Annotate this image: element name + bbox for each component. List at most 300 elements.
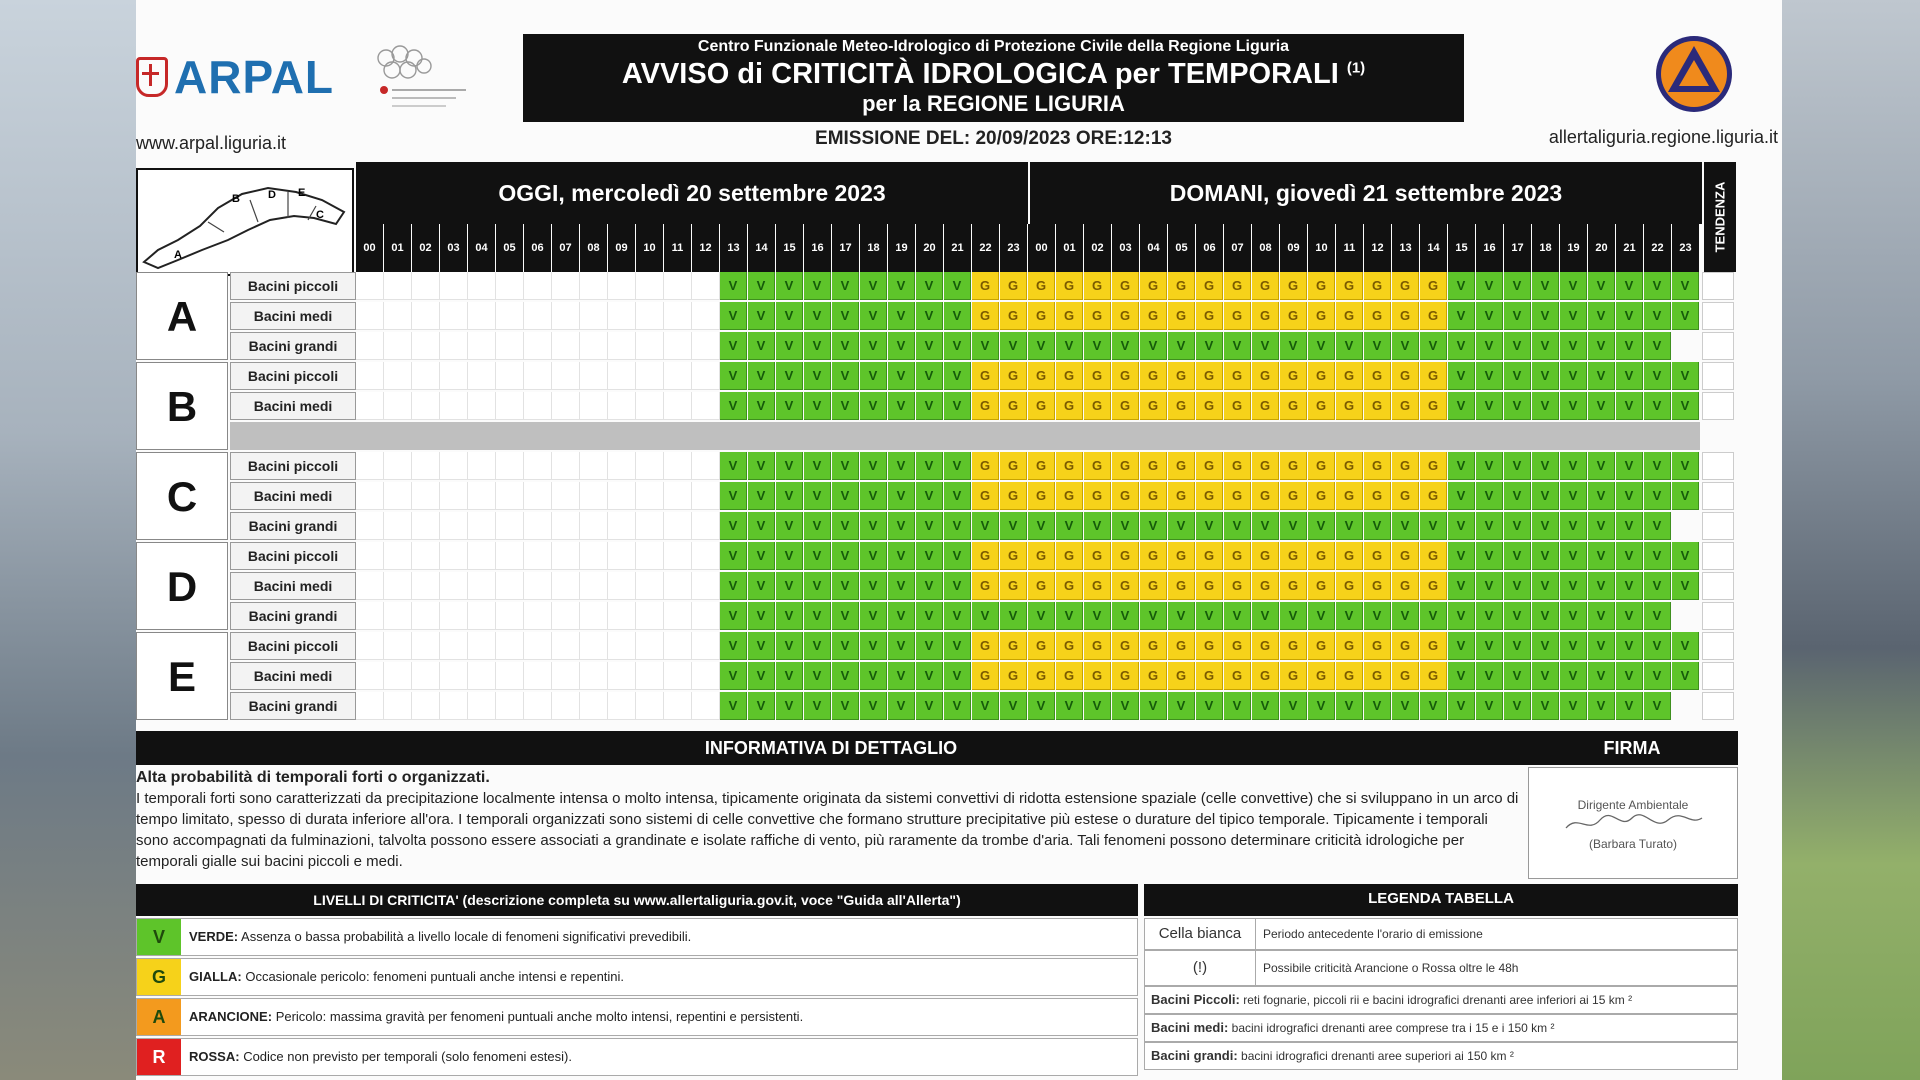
level-cell-gialla: G — [1196, 392, 1223, 420]
level-cell-verde: V — [1644, 572, 1671, 600]
level-cell-gialla: G — [1364, 542, 1391, 570]
day-header-tomorrow: DOMANI, giovedì 21 settembre 2023 — [1030, 162, 1702, 224]
level-cell-gialla: G — [1056, 482, 1083, 510]
trend-cell — [1702, 602, 1734, 630]
zone-letter: E — [136, 632, 228, 720]
hour-cell: 16 — [804, 224, 831, 272]
level-cell-verde: V — [1560, 272, 1587, 300]
level-cell-verde: V — [720, 332, 747, 360]
level-cell-gialla: G — [1028, 572, 1055, 600]
empty-cell — [636, 452, 664, 480]
level-cell-verde: V — [1504, 362, 1531, 390]
empty-cell — [356, 512, 384, 540]
level-cell-gialla: G — [1140, 302, 1167, 330]
empty-cell — [524, 692, 552, 720]
level-cell-verde: V — [916, 662, 943, 690]
level-cell-gialla: G — [1420, 302, 1447, 330]
level-swatch: G — [137, 959, 181, 995]
level-cell-gialla: G — [1084, 482, 1111, 510]
level-cell-gialla: G — [1280, 632, 1307, 660]
unused-row-bar — [230, 422, 1700, 450]
level-cell-verde: V — [1000, 332, 1027, 360]
zone-letter: B — [136, 362, 228, 450]
empty-cell — [608, 692, 636, 720]
level-cell-gialla: G — [1000, 302, 1027, 330]
level-cell-verde: V — [1392, 692, 1419, 720]
empty-cell — [552, 392, 580, 420]
level-cell-verde: V — [1504, 482, 1531, 510]
level-cell-verde: V — [1448, 602, 1475, 630]
level-cell-gialla: G — [1000, 392, 1027, 420]
level-cell-verde: V — [1532, 542, 1559, 570]
empty-cell — [580, 632, 608, 660]
level-cell-verde: V — [1504, 692, 1531, 720]
hour-cell: 06 — [1196, 224, 1223, 272]
level-cell-verde: V — [944, 362, 971, 390]
level-cell-verde: V — [776, 302, 803, 330]
level-cell-verde: V — [776, 392, 803, 420]
level-cell-gialla: G — [1336, 452, 1363, 480]
basin-label: Bacini medi — [230, 572, 356, 600]
empty-cell — [440, 542, 468, 570]
level-cell-verde: V — [1308, 692, 1335, 720]
level-cell-gialla: G — [1056, 542, 1083, 570]
hour-cell: 12 — [692, 224, 719, 272]
level-cell-verde: V — [1448, 542, 1475, 570]
day-header-today: OGGI, mercoledì 20 settembre 2023 — [356, 162, 1028, 224]
level-cell-verde: V — [1560, 302, 1587, 330]
level-cell-gialla: G — [1084, 452, 1111, 480]
level-cell-verde: V — [1028, 332, 1055, 360]
level-cell-gialla: G — [1252, 302, 1279, 330]
level-cell-gialla: G — [1168, 572, 1195, 600]
level-cell-verde: V — [916, 542, 943, 570]
level-cell-gialla: G — [1140, 572, 1167, 600]
level-cell-gialla: G — [1364, 482, 1391, 510]
trend-cell — [1702, 272, 1734, 300]
empty-cell — [384, 602, 412, 630]
level-cell-verde: V — [776, 272, 803, 300]
empty-cell — [524, 302, 552, 330]
level-cell-gialla: G — [1112, 362, 1139, 390]
empty-cell — [412, 482, 440, 510]
empty-cell — [440, 572, 468, 600]
map-label-a: A — [174, 249, 182, 261]
empty-cell — [356, 362, 384, 390]
hour-cell: 21 — [944, 224, 971, 272]
empty-cell — [552, 632, 580, 660]
hour-cell: 16 — [1476, 224, 1503, 272]
level-cell-verde: V — [1616, 512, 1643, 540]
level-cell-verde: V — [1588, 602, 1615, 630]
empty-cell — [468, 542, 496, 570]
empty-cell — [384, 662, 412, 690]
level-cell-gialla: G — [1364, 632, 1391, 660]
legend-small-basins — [1144, 986, 1738, 1014]
empty-cell — [552, 602, 580, 630]
level-cell-gialla: G — [1280, 302, 1307, 330]
level-cell-verde: V — [1252, 332, 1279, 360]
level-cell-gialla: G — [1364, 572, 1391, 600]
level-cell-verde: V — [804, 632, 831, 660]
level-cell-verde: V — [1532, 362, 1559, 390]
level-cell-verde: V — [1420, 692, 1447, 720]
empty-cell — [440, 272, 468, 300]
empty-cell — [440, 392, 468, 420]
level-cell-verde: V — [1000, 602, 1027, 630]
signature-icon — [1558, 812, 1708, 834]
legend-medium-desc: bacini idrografici drenanti aree comprese tra i 15 e i 150 km ² — [1231, 1021, 1555, 1035]
basin-label: Bacini medi — [230, 482, 356, 510]
level-cell-gialla: G — [1112, 632, 1139, 660]
level-cell-verde: V — [776, 452, 803, 480]
level-cell-verde: V — [944, 272, 971, 300]
empty-cell — [524, 392, 552, 420]
empty-cell — [412, 392, 440, 420]
level-cell-verde: V — [776, 602, 803, 630]
empty-cell — [440, 362, 468, 390]
level-cell-verde: V — [1672, 362, 1699, 390]
level-cell-verde: V — [1532, 332, 1559, 360]
level-cell-gialla: G — [1196, 452, 1223, 480]
level-cell-verde: V — [748, 332, 775, 360]
empty-cell — [356, 692, 384, 720]
empty-cell — [412, 632, 440, 660]
empty-cell — [664, 302, 692, 330]
level-cell-verde: V — [972, 692, 999, 720]
level-cell-verde: V — [1280, 512, 1307, 540]
level-desc: Codice non previsto per temporali (solo fenomeni estesi). — [243, 1049, 572, 1064]
zone-letter: A — [136, 272, 228, 360]
level-cell-verde: V — [804, 272, 831, 300]
level-cell-gialla: G — [1028, 662, 1055, 690]
level-cell-gialla: G — [1196, 632, 1223, 660]
level-name: ARANCIONE: — [189, 1009, 273, 1024]
level-cell-verde: V — [916, 362, 943, 390]
level-cell-verde: V — [860, 302, 887, 330]
firma-header: FIRMA — [1603, 738, 1661, 758]
level-cell-verde: V — [748, 662, 775, 690]
hour-cell: 22 — [1644, 224, 1671, 272]
level-cell-verde: V — [1224, 692, 1251, 720]
hour-cell: 10 — [636, 224, 663, 272]
level-cell-verde: V — [720, 572, 747, 600]
level-cell-gialla: G — [1140, 272, 1167, 300]
level-cell-verde: V — [748, 632, 775, 660]
level-cell-gialla: G — [1028, 302, 1055, 330]
empty-cell — [440, 662, 468, 690]
level-cell-verde: V — [1336, 332, 1363, 360]
level-cell-verde: V — [916, 572, 943, 600]
empty-cell — [356, 482, 384, 510]
empty-cell — [636, 302, 664, 330]
level-cell-gialla: G — [1252, 572, 1279, 600]
hour-cell: 23 — [1672, 224, 1699, 272]
info-lead: Alta probabilità di temporali forti o organizzati. — [136, 769, 490, 786]
empty-cell — [496, 512, 524, 540]
level-cell-verde: V — [1476, 602, 1503, 630]
legend-large-desc: bacini idrografici drenanti aree superiori ai 150 km ² — [1241, 1049, 1514, 1063]
level-cell-gialla: G — [972, 272, 999, 300]
level-cell-gialla: G — [1420, 482, 1447, 510]
basin-label: Bacini grandi — [230, 602, 356, 630]
trend-cell — [1702, 692, 1734, 720]
level-cell-verde: V — [776, 662, 803, 690]
level-cell-verde: V — [1000, 512, 1027, 540]
level-cell-verde: V — [1532, 512, 1559, 540]
title-box — [523, 34, 1464, 122]
level-cell-verde: V — [944, 392, 971, 420]
alert-url[interactable]: allertaliguria.regione.liguria.it — [1548, 127, 1778, 147]
level-cell-gialla: G — [972, 392, 999, 420]
empty-cell — [692, 512, 720, 540]
criticality-grid — [136, 272, 1736, 726]
empty-cell — [664, 572, 692, 600]
level-cell-verde: V — [832, 512, 859, 540]
level-cell-gialla: G — [1084, 392, 1111, 420]
empty-cell — [356, 542, 384, 570]
level-name: ROSSA: — [189, 1049, 240, 1064]
level-cell-gialla: G — [1028, 362, 1055, 390]
level-cell-verde: V — [944, 632, 971, 660]
level-cell-verde: V — [720, 602, 747, 630]
level-cell-gialla: G — [972, 542, 999, 570]
empty-cell — [580, 302, 608, 330]
empty-cell — [384, 452, 412, 480]
empty-cell — [496, 692, 524, 720]
empty-cell — [552, 332, 580, 360]
level-cell-verde: V — [1336, 512, 1363, 540]
empty-cell — [468, 482, 496, 510]
basin-label: Bacini medi — [230, 302, 356, 330]
level-cell-verde: V — [944, 332, 971, 360]
hour-cell: 09 — [1280, 224, 1307, 272]
level-cell-gialla: G — [1056, 302, 1083, 330]
level-cell-verde: V — [888, 572, 915, 600]
liguria-map — [136, 168, 354, 276]
level-cell-verde: V — [804, 392, 831, 420]
level-cell-verde: V — [860, 692, 887, 720]
level-cell-gialla: G — [1252, 392, 1279, 420]
hour-cell: 04 — [1140, 224, 1167, 272]
trend-cell — [1702, 572, 1734, 600]
level-cell-verde: V — [1448, 272, 1475, 300]
level-cell-verde: V — [1000, 692, 1027, 720]
map-label-e: E — [298, 187, 306, 199]
level-name: VERDE: — [189, 929, 239, 944]
empty-cell — [384, 512, 412, 540]
hour-cell: 08 — [1252, 224, 1279, 272]
level-cell-verde: V — [1476, 542, 1503, 570]
level-cell-verde: V — [1616, 332, 1643, 360]
level-cell-verde: V — [1028, 692, 1055, 720]
empty-cell — [440, 602, 468, 630]
basin-label: Bacini piccoli — [230, 632, 356, 660]
level-cell-verde: V — [1504, 272, 1531, 300]
empty-cell — [356, 632, 384, 660]
empty-cell — [524, 512, 552, 540]
level-cell-verde: V — [888, 362, 915, 390]
hour-cell: 05 — [1168, 224, 1195, 272]
level-cell-gialla: G — [1112, 452, 1139, 480]
hour-cell: 13 — [1392, 224, 1419, 272]
empty-cell — [636, 662, 664, 690]
level-cell-verde: V — [804, 452, 831, 480]
empty-cell — [468, 332, 496, 360]
level-cell-gialla: G — [1084, 662, 1111, 690]
hour-cell: 04 — [468, 224, 495, 272]
level-cell-verde: V — [1476, 362, 1503, 390]
level-cell-verde: V — [888, 542, 915, 570]
level-legend-row — [136, 918, 1138, 956]
empty-cell — [664, 362, 692, 390]
level-cell-verde: V — [1476, 662, 1503, 690]
level-cell-gialla: G — [1056, 662, 1083, 690]
level-cell-verde: V — [1588, 692, 1615, 720]
hour-cell: 14 — [1420, 224, 1447, 272]
empty-cell — [580, 692, 608, 720]
level-cell-gialla: G — [1420, 542, 1447, 570]
level-description — [189, 919, 691, 955]
level-cell-verde: V — [1224, 332, 1251, 360]
empty-cell — [384, 332, 412, 360]
background-left — [0, 0, 136, 1080]
level-cell-verde: V — [1252, 602, 1279, 630]
level-cell-verde: V — [1588, 392, 1615, 420]
empty-cell — [356, 392, 384, 420]
level-cell-gialla: G — [1252, 362, 1279, 390]
level-cell-gialla: G — [1112, 542, 1139, 570]
level-cell-verde: V — [1616, 302, 1643, 330]
level-cell-gialla: G — [1196, 302, 1223, 330]
level-cell-verde: V — [1560, 542, 1587, 570]
brand-text: ARPAL — [174, 51, 335, 103]
level-cell-verde: V — [1420, 602, 1447, 630]
empty-cell — [636, 542, 664, 570]
legend-excl-key: (!) — [1145, 951, 1256, 985]
level-cell-verde: V — [944, 452, 971, 480]
empty-cell — [356, 452, 384, 480]
empty-cell — [412, 452, 440, 480]
level-cell-verde: V — [1308, 332, 1335, 360]
level-cell-verde: V — [832, 572, 859, 600]
level-cell-verde: V — [1616, 602, 1643, 630]
level-cell-gialla: G — [1140, 542, 1167, 570]
empty-cell — [664, 452, 692, 480]
info-body — [136, 767, 1524, 879]
level-cell-verde: V — [1560, 332, 1587, 360]
level-cell-gialla: G — [1336, 392, 1363, 420]
level-cell-verde: V — [1476, 302, 1503, 330]
level-desc: Pericolo: massima gravità per fenomeni puntuali anche molto intensi, repentini e persistenti. — [275, 1009, 804, 1024]
level-cell-verde: V — [804, 602, 831, 630]
level-cell-verde: V — [1084, 332, 1111, 360]
level-cell-verde: V — [888, 482, 915, 510]
level-cell-verde: V — [1560, 662, 1587, 690]
alert-document — [136, 0, 1782, 1080]
level-cell-gialla: G — [1112, 392, 1139, 420]
title-main — [523, 58, 1464, 91]
level-cell-verde: V — [944, 692, 971, 720]
level-cell-verde: V — [748, 512, 775, 540]
level-cell-verde: V — [944, 572, 971, 600]
level-cell-verde: V — [1644, 272, 1671, 300]
level-cell-verde: V — [1392, 512, 1419, 540]
level-cell-verde: V — [1112, 692, 1139, 720]
empty-cell — [608, 272, 636, 300]
empty-cell — [608, 512, 636, 540]
level-cell-gialla: G — [1252, 482, 1279, 510]
level-cell-verde: V — [1364, 602, 1391, 630]
level-cell-verde: V — [888, 662, 915, 690]
empty-cell — [468, 452, 496, 480]
level-cell-gialla: G — [1112, 572, 1139, 600]
level-cell-verde: V — [832, 362, 859, 390]
level-cell-gialla: G — [1280, 572, 1307, 600]
basin-label: Bacini piccoli — [230, 272, 356, 300]
arpal-url[interactable]: www.arpal.liguria.it — [136, 133, 287, 153]
level-cell-verde: V — [1672, 542, 1699, 570]
level-description — [189, 999, 803, 1035]
trend-label: TENDENZA — [1712, 181, 1728, 253]
level-cell-verde: V — [804, 542, 831, 570]
hour-cell: 03 — [440, 224, 467, 272]
hour-cell: 10 — [1308, 224, 1335, 272]
empty-cell — [692, 302, 720, 330]
level-cell-verde: V — [720, 512, 747, 540]
empty-cell — [356, 272, 384, 300]
empty-cell — [524, 542, 552, 570]
info-header-title: INFORMATIVA DI DETTAGLIO — [704, 738, 958, 758]
level-cell-verde: V — [1504, 602, 1531, 630]
empty-cell — [664, 392, 692, 420]
level-cell-gialla: G — [1000, 632, 1027, 660]
level-cell-verde: V — [832, 662, 859, 690]
level-cell-verde: V — [1112, 512, 1139, 540]
level-cell-verde: V — [860, 362, 887, 390]
level-cell-verde: V — [1140, 332, 1167, 360]
level-cell-verde: V — [1056, 602, 1083, 630]
empty-cell — [468, 572, 496, 600]
level-cell-gialla: G — [1000, 482, 1027, 510]
emission-date: EMISSIONE DEL: 20/09/2023 ORE:12:13 — [815, 128, 1172, 149]
level-cell-verde: V — [860, 482, 887, 510]
level-cell-verde: V — [1532, 272, 1559, 300]
level-cell-verde: V — [1112, 332, 1139, 360]
hour-cell: 11 — [1336, 224, 1363, 272]
level-cell-verde: V — [1476, 392, 1503, 420]
levels-legend-header: LIVELLI DI CRITICITA' (descrizione completa su www.allertaliguria.gov.it, voce "Guida all'Allerta") — [136, 884, 1138, 916]
level-cell-verde: V — [1616, 362, 1643, 390]
level-cell-verde: V — [860, 572, 887, 600]
hour-cell: 02 — [412, 224, 439, 272]
level-cell-verde: V — [1168, 332, 1195, 360]
level-cell-verde: V — [832, 302, 859, 330]
level-cell-verde: V — [888, 692, 915, 720]
empty-cell — [468, 272, 496, 300]
level-cell-verde: V — [1644, 452, 1671, 480]
empty-cell — [552, 542, 580, 570]
empty-cell — [636, 692, 664, 720]
level-cell-gialla: G — [1308, 452, 1335, 480]
level-cell-gialla: G — [1364, 362, 1391, 390]
empty-cell — [664, 272, 692, 300]
level-cell-verde: V — [1084, 602, 1111, 630]
level-cell-gialla: G — [1112, 482, 1139, 510]
level-cell-gialla: G — [1140, 452, 1167, 480]
level-cell-verde: V — [1672, 452, 1699, 480]
empty-cell — [496, 602, 524, 630]
